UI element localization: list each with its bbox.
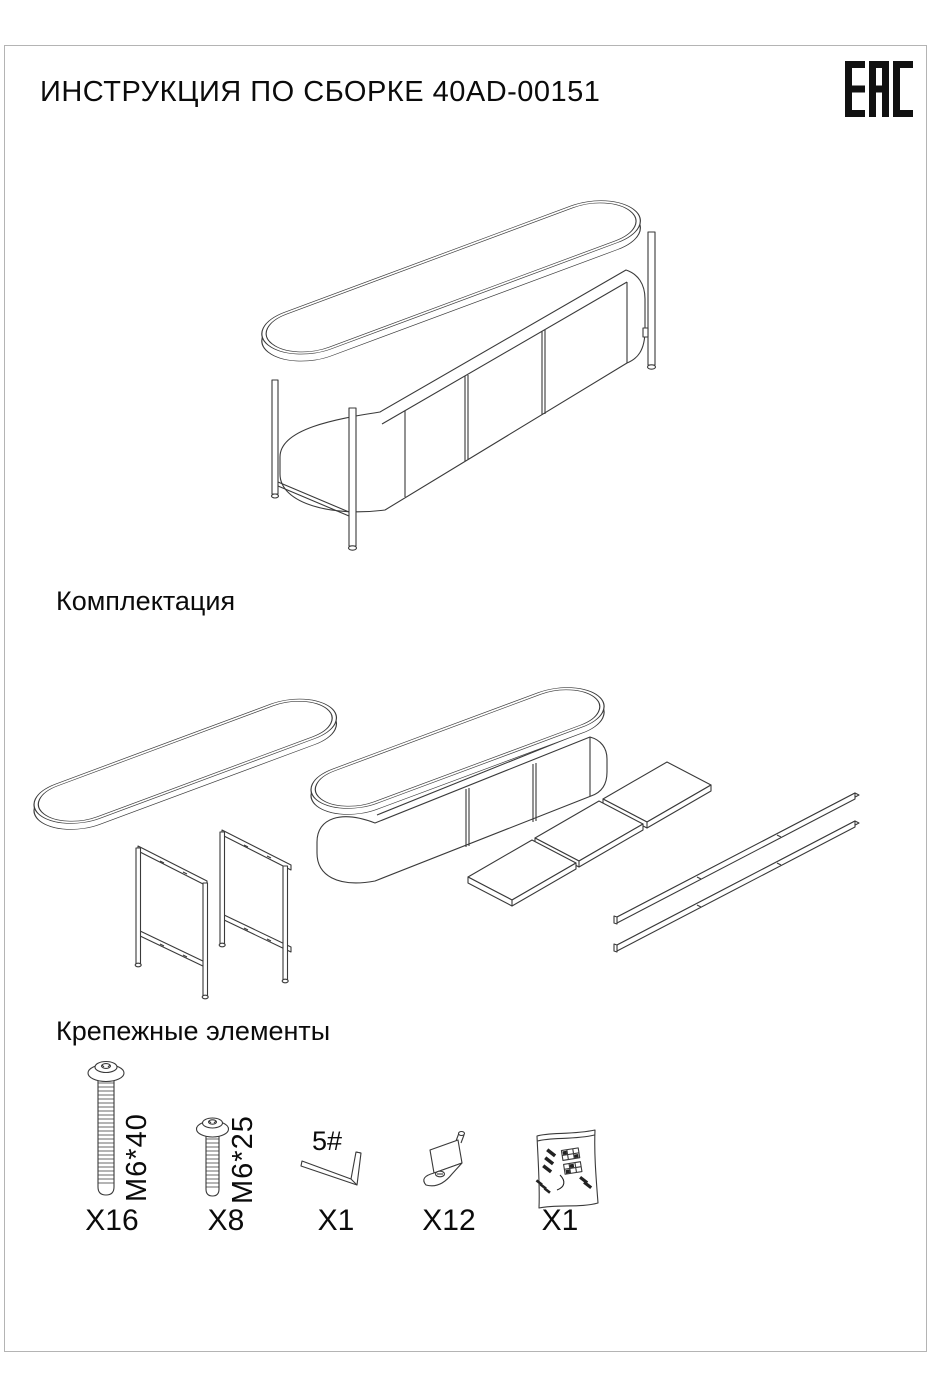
page-title: ИНСТРУКЦИЯ ПО СБОРКЕ 40AD-00151 <box>40 76 601 108</box>
instruction-sheet-icon <box>536 1130 598 1208</box>
qty-instruction-sheet: X1 <box>541 1204 579 1237</box>
hex-key-label: 5# <box>312 1126 343 1156</box>
leg-frame-part <box>135 846 208 999</box>
top-panel-part <box>25 690 352 838</box>
qty-bolt-m6x25: X8 <box>207 1204 245 1237</box>
shelf-bracket-icon <box>424 1132 465 1186</box>
hardware-heading: Крепежные элементы <box>56 1016 331 1046</box>
bolt-m6x40-icon <box>88 1062 124 1196</box>
eac-mark-icon <box>845 61 913 117</box>
bolt-m6x25-icon <box>197 1118 229 1196</box>
qty-hex-key: X1 <box>317 1204 355 1237</box>
leg-frame-part <box>219 830 291 983</box>
assembled-sideboard-drawing <box>255 160 715 560</box>
components-heading: Комплектация <box>56 586 236 616</box>
qty-bolt-m6x40: X16 <box>85 1204 139 1237</box>
components-drawing <box>25 645 895 1010</box>
bolt-m6x40-label: M6*40 <box>121 1113 153 1202</box>
bolt-m6x25-label: M6*25 <box>227 1115 259 1204</box>
qty-shelf-bracket: X12 <box>422 1204 476 1237</box>
